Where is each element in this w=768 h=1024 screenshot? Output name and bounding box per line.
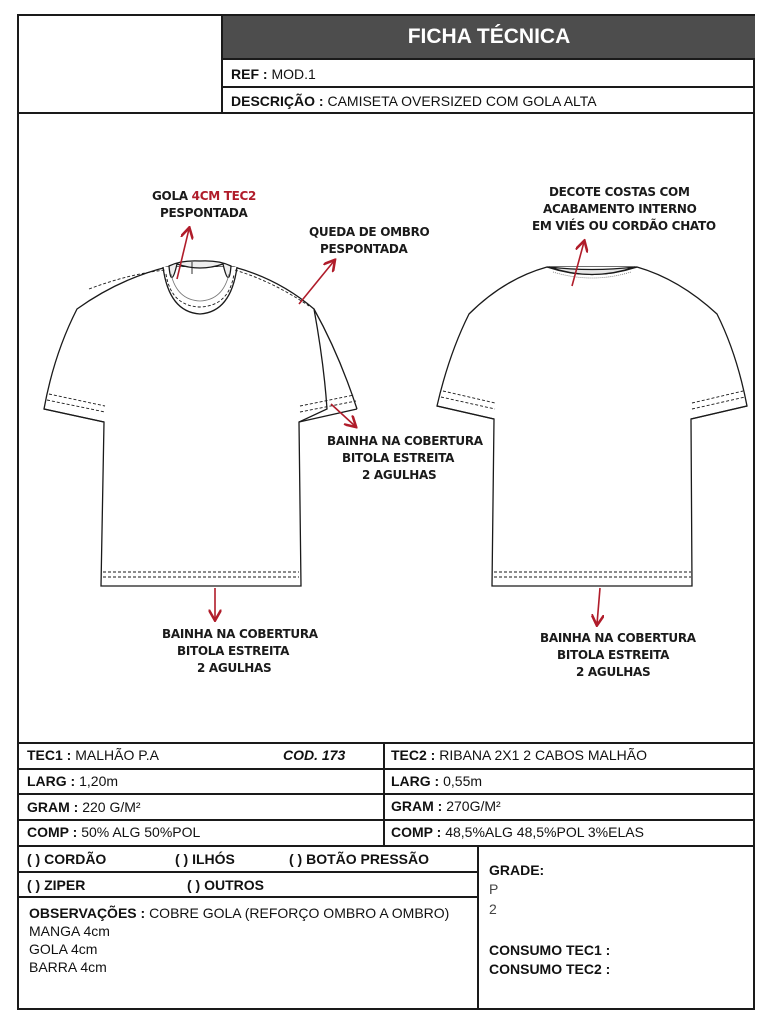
description-label: DESCRIÇÃO : — [231, 93, 324, 109]
trim-ziper-checkbox[interactable]: ( ) ZIPER — [27, 877, 86, 893]
consumo-tec1: CONSUMO TEC1 : — [489, 942, 611, 958]
front-shoulder-note-line2: PESPONTADA — [320, 242, 408, 256]
front-hem-note-line3: 2 AGULHAS — [197, 661, 272, 675]
back-tshirt-drawing — [437, 267, 747, 586]
description-row — [231, 93, 597, 109]
tec1-value: MALHÃO P.A — [75, 747, 160, 763]
logo-box-divider — [221, 16, 223, 112]
observations-block — [29, 904, 469, 976]
grade-label: GRADE: — [489, 862, 545, 878]
gram1-value: 220 G/M² — [82, 799, 141, 815]
front-tshirt-drawing — [44, 261, 357, 586]
back-neck-note: DECOTE COSTAS COM — [549, 185, 690, 199]
ref-label: REF : — [231, 66, 268, 82]
tec1-code: COD. 173 — [283, 747, 346, 763]
front-collar-note-line2: PESPONTADA — [160, 206, 248, 220]
back-neck-note-line3: EM VIÉS OU CORDÃO CHATO — [532, 219, 716, 233]
observations-sleeve: MANGA 4cm — [29, 923, 110, 939]
front-sleeve-note-line2: BITOLA ESTREITA — [342, 451, 455, 465]
ref-value: MOD.1 — [271, 66, 316, 82]
gram1-row: GRAM : 220 G/M² — [27, 799, 141, 815]
front-collar-note: GOLA 4CM TEC2 — [152, 189, 257, 203]
back-hem-note-line3: 2 AGULHAS — [576, 665, 651, 679]
trim-cordao-checkbox[interactable]: ( ) CORDÃO — [27, 851, 107, 867]
tec2-value: RIBANA 2X1 2 CABOS MALHÃO — [439, 747, 647, 763]
ref-row — [231, 66, 316, 82]
trim-ilhos-checkbox[interactable]: ( ) ILHÓS — [175, 851, 235, 867]
tech-sheet — [17, 14, 755, 1010]
comp2-value: 48,5%ALG 48,5%POL 3%ELAS — [445, 824, 644, 840]
larg2-value: 0,55m — [443, 773, 483, 789]
trim-botao-pressao-checkbox[interactable]: ( ) BOTÃO PRESSÃO — [289, 851, 430, 867]
back-neck-note-line2: ACABAMENTO INTERNO — [543, 202, 697, 216]
observations-hem: BARRA 4cm — [29, 959, 107, 975]
gram2-value: 270G/M² — [446, 798, 501, 814]
back-hem-note-line2: BITOLA ESTREITA — [557, 648, 670, 662]
description-value: CAMISETA OVERSIZED COM GOLA ALTA — [327, 93, 597, 109]
comp1-value: 50% ALG 50%POL — [81, 824, 201, 840]
front-sleeve-note-line3: 2 AGULHAS — [362, 468, 437, 482]
front-hem-note-line2: BITOLA ESTREITA — [177, 644, 290, 658]
observations-label: OBSERVAÇÕES : — [29, 905, 146, 921]
tec1-row: TEC1 : MALHÃO P.A — [27, 747, 160, 763]
front-shoulder-note: QUEDA DE OMBRO — [309, 225, 430, 239]
sheet-title: FICHA TÉCNICA — [223, 16, 755, 58]
consumo-tec2: CONSUMO TEC2 : — [489, 961, 611, 977]
tec2-row: TEC2 : RIBANA 2X1 2 CABOS MALHÃO — [391, 747, 647, 763]
larg1-row: LARG : 1,20m — [27, 773, 119, 789]
observations-collar: GOLA 4cm — [29, 941, 98, 957]
front-sleeve-note: BAINHA NA COBERTURA — [327, 434, 483, 448]
larg1-value: 1,20m — [79, 773, 119, 789]
garment-illustration — [19, 114, 755, 742]
front-hem-note: BAINHA NA COBERTURA — [162, 627, 318, 641]
comp2-row: COMP : 48,5%ALG 48,5%POL 3%ELAS — [391, 824, 644, 840]
back-hem-note: BAINHA NA COBERTURA — [540, 631, 696, 645]
observations-text: COBRE GOLA (REFORÇO OMBRO A OMBRO) — [149, 905, 450, 921]
trim-outros-checkbox[interactable]: ( ) OUTROS — [187, 877, 264, 893]
larg2-row: LARG : 0,55m — [391, 773, 483, 789]
comp1-row: COMP : 50% ALG 50%POL — [27, 824, 201, 840]
grade-quantity: 2 — [489, 901, 497, 917]
gram2-row: GRAM : 270G/M² — [391, 798, 501, 814]
grade-size: P — [489, 881, 499, 897]
